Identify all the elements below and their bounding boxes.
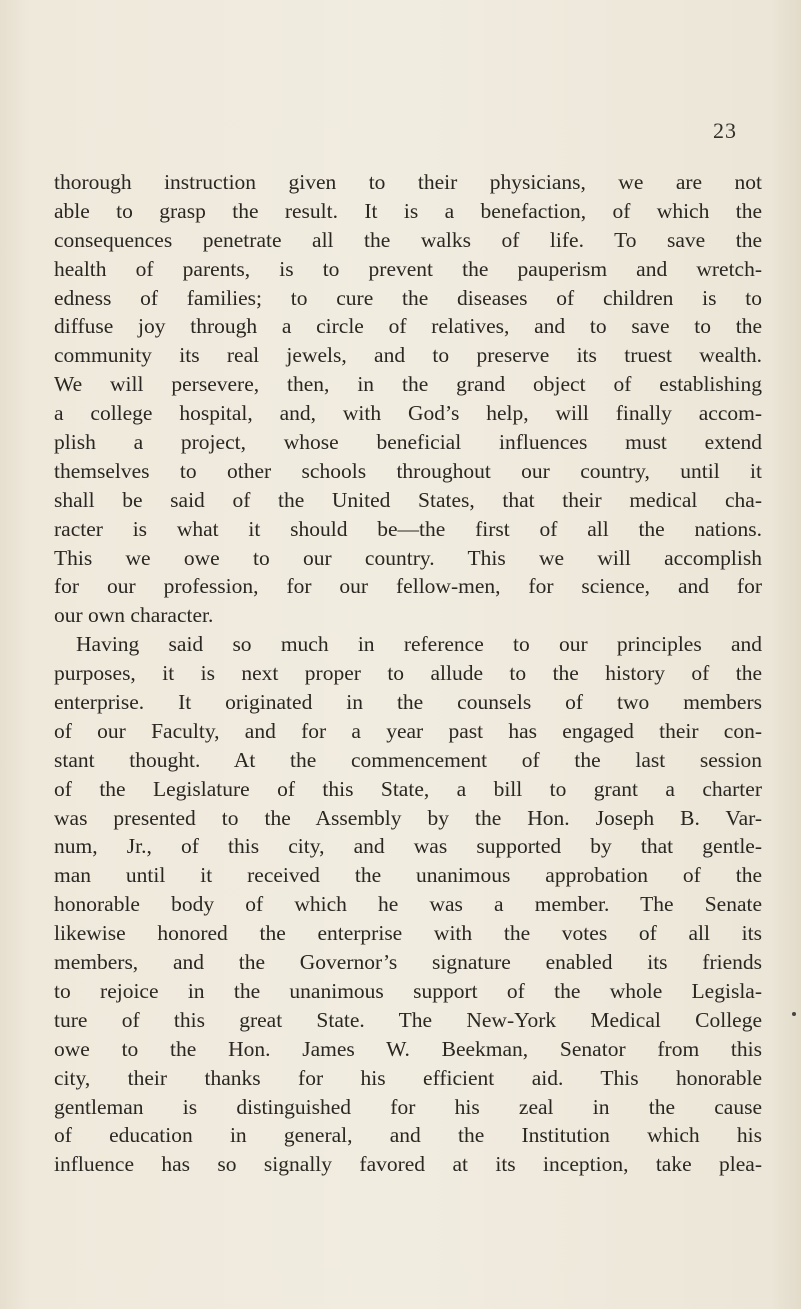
text-line: of our Faculty, and for a year past has engaged their con- [54, 718, 762, 743]
text-line: of education in general, and the Institution which his [54, 1123, 762, 1148]
text-line: community its real jewels, and to preserve its truest wealth. [54, 343, 762, 368]
text-line: We will persevere, then, in the grand object of establishing [54, 372, 762, 397]
text-line: shall be said of the United States, that their medical cha- [54, 487, 762, 512]
body-text [54, 168, 762, 1179]
text-line: for our profession, for our fellow-men, for science, and for [54, 574, 762, 599]
text-line: Having said so much in reference to our principles and [76, 632, 762, 657]
text-line: purposes, it is next proper to allude to the history of the [54, 661, 762, 686]
text-line: honorable body of which he was a member. The Senate [54, 892, 762, 917]
text-line: consequences penetrate all the walks of life. To save the [54, 227, 762, 252]
text-line: owe to the Hon. James W. Beekman, Senator from this [54, 1036, 762, 1061]
text-line: racter is what it should be—the first of all the nations. [54, 516, 762, 541]
text-line: likewise honored the enterprise with the votes of all its [54, 921, 762, 946]
text-line: city, their thanks for his efficient aid. This honorable [54, 1065, 762, 1090]
text-line: themselves to other schools throughout our country, until it [54, 458, 762, 483]
text-line: ture of this great State. The New-York Medical College [54, 1007, 762, 1032]
text-line: our own character. [54, 603, 214, 628]
margin-mark [792, 1012, 796, 1016]
text-line: num, Jr., of this city, and was supported by that gentle- [54, 834, 762, 859]
text-line: edness of families; to cure the diseases of children is to [54, 285, 762, 310]
text-line: enterprise. It originated in the counsels of two members [54, 690, 762, 715]
text-line: was presented to the Assembly by the Hon. Joseph B. Var- [54, 805, 762, 830]
text-line: able to grasp the result. It is a benefaction, of which the [54, 198, 762, 223]
text-line: diffuse joy through a circle of relatives, and to save to the [54, 314, 762, 339]
text-line: a college hospital, and, with God’s help, will finally accom- [54, 401, 762, 426]
text-line: plish a project, whose beneficial influences must extend [54, 430, 762, 455]
page-number: 23 [713, 118, 737, 143]
text-line: influence has so signally favored at its inception, take plea- [54, 1152, 762, 1177]
text-line: to rejoice in the unanimous support of the whole Legisla- [54, 978, 762, 1003]
text-line: of the Legislature of this State, a bill to grant a charter [54, 776, 762, 801]
text-line: health of parents, is to prevent the pauperism and wretch- [54, 256, 762, 281]
text-line: gentleman is distinguished for his zeal in the cause [54, 1094, 762, 1119]
text-line: man until it received the unanimous approbation of the [54, 863, 762, 888]
text-line: thorough instruction given to their physicians, we are not [54, 170, 762, 194]
text-line: This we owe to our country. This we will accomplish [54, 545, 762, 570]
text-line: stant thought. At the commencement of the last session [54, 747, 762, 772]
text-line: members, and the Governor’s signature enabled its friends [54, 950, 762, 975]
